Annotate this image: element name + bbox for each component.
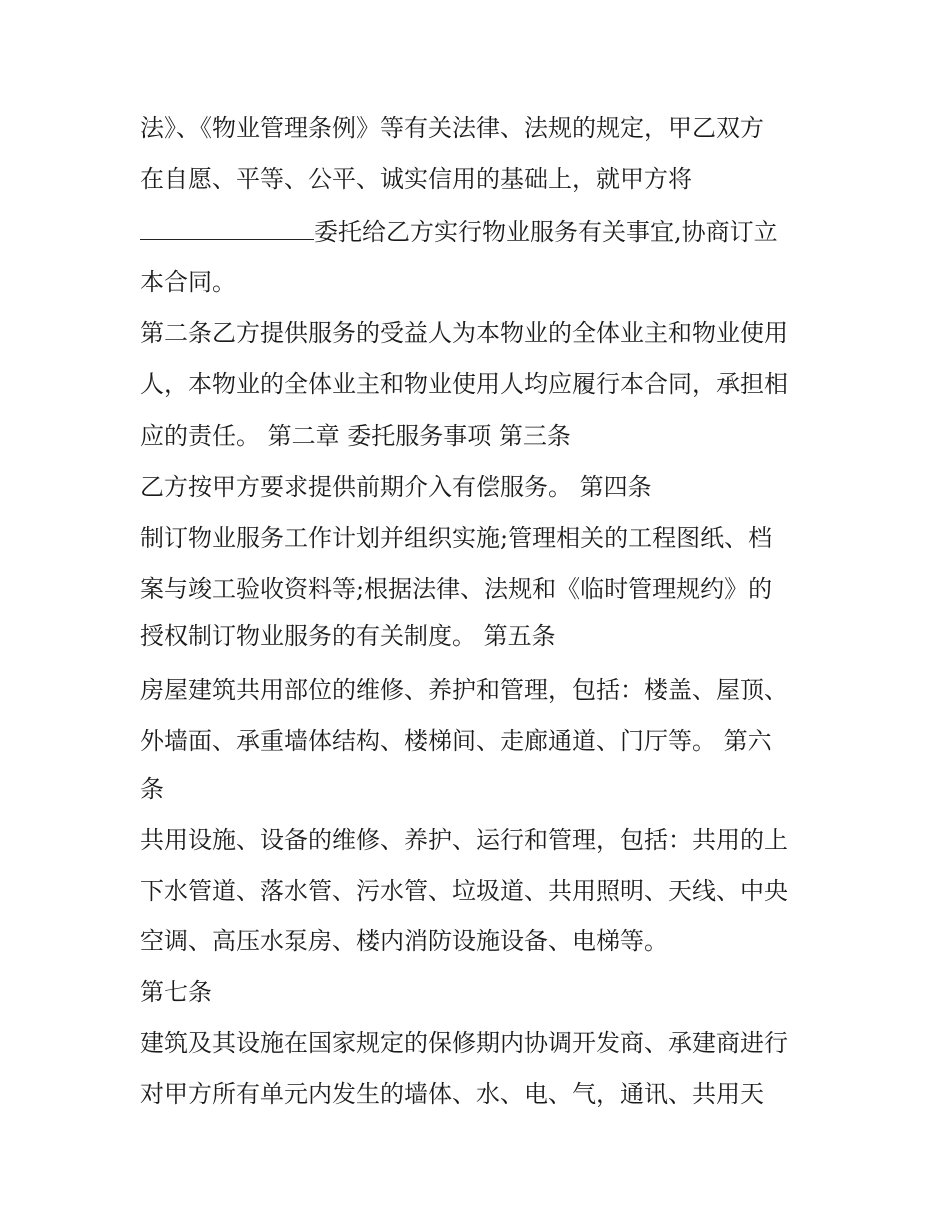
text-line: 空调、高压水泵房、楼内消防设施设备、电梯等。	[140, 927, 668, 955]
text-line: 第七条	[140, 978, 212, 1006]
text-line: 条	[140, 775, 164, 803]
text-line: 在自愿、平等、公平、诚实信用的基础上，就甲方将	[140, 165, 692, 193]
text-line: 下水管道、落水管、污水管、垃圾道、共用照明、天线、中央	[140, 877, 788, 905]
blank-fill-line	[140, 217, 314, 240]
text-line: 人，本物业的全体业主和物业使用人均应履行本合同，承担相	[140, 370, 788, 398]
text-line	[140, 217, 778, 246]
text-line: 第二条乙方提供服务的受益人为本物业的全体业主和物业使用	[140, 319, 788, 347]
text-line: 本合同。	[140, 268, 236, 296]
text-line: 对甲方所有单元内发生的墙体、水、电、气，通讯、共用天	[140, 1080, 764, 1108]
text-line: 建筑及其设施在国家规定的保修期内协调开发商、承建商进行	[140, 1029, 788, 1057]
text-line: 法》、《物业管理条例》等有关法律、法规的规定，甲乙双方	[140, 114, 764, 142]
text-line: 应的责任。 第二章 委托服务事项 第三条	[140, 422, 571, 450]
text-line-content: 委托给乙方实行物业服务有关事宜,协商订立	[314, 218, 778, 246]
text-line: 授权制订物业服务的有关制度。 第五条	[140, 622, 556, 650]
text-line: 房屋建筑共用部位的维修、养护和管理，包括：楼盖、屋顶、	[140, 676, 788, 704]
text-line: 外墙面、承重墙体结构、楼梯间、走廊通道、门厅等。 第六	[140, 727, 772, 755]
text-line: 案与竣工验收资料等;根据法律、法规和《临时管理规约》的	[140, 575, 773, 603]
text-line: 乙方按甲方要求提供前期介入有偿服务。 第四条	[140, 473, 652, 501]
text-line: 共用设施、设备的维修、养护、运行和管理，包括：共用的上	[140, 826, 788, 854]
text-line: 制订物业服务工作计划并组织实施;管理相关的工程图纸、档	[140, 524, 773, 552]
